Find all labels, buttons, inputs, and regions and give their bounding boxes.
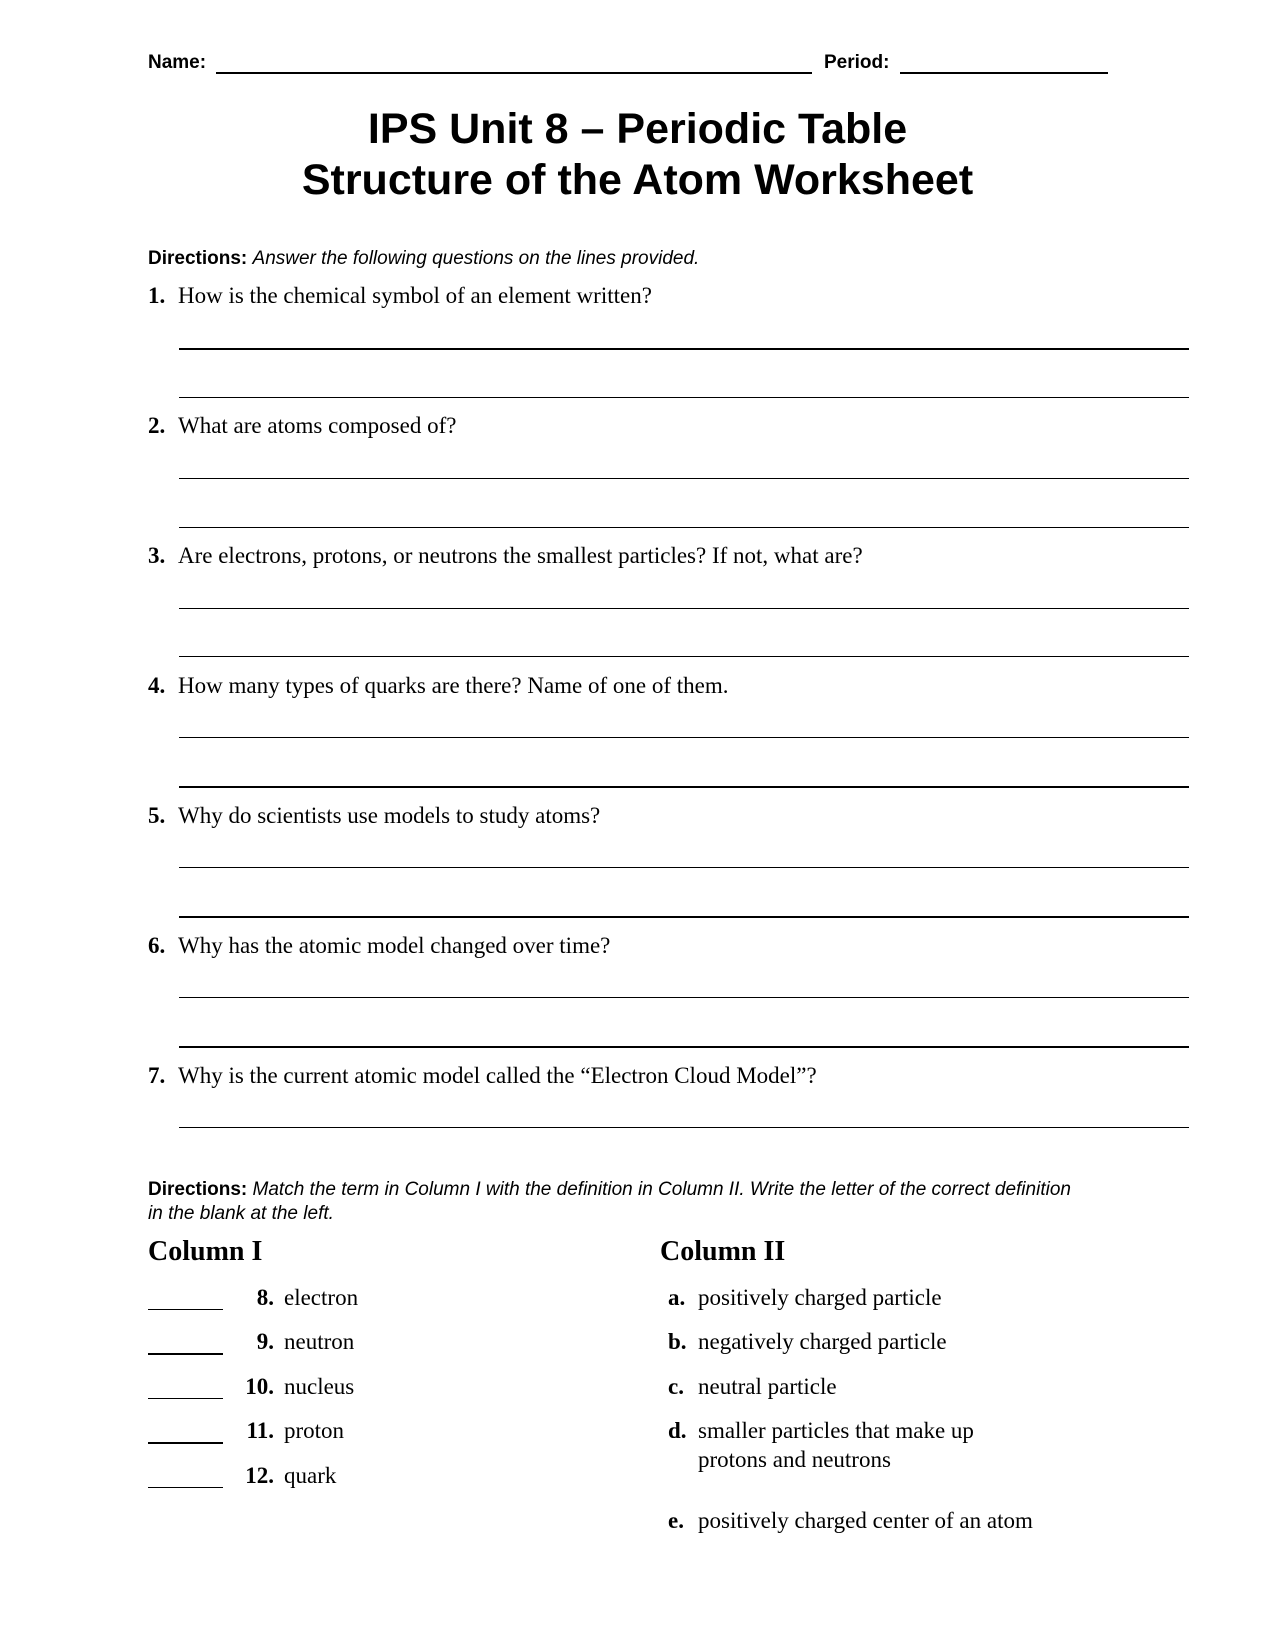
term-electron: electron	[284, 1285, 359, 1310]
directions-text: in the blank at the left.	[148, 1203, 334, 1224]
directions-label: Directions:	[148, 1179, 248, 1200]
question-5	[148, 802, 600, 830]
directions-matching-line2	[148, 1202, 334, 1226]
answer-line[interactable]	[179, 348, 1189, 350]
question-7	[148, 1062, 817, 1090]
question-text: Why has the atomic model changed over time?	[178, 933, 611, 958]
answer-line[interactable]	[179, 867, 1189, 868]
term-proton: proton	[284, 1418, 345, 1443]
question-1	[148, 282, 652, 310]
question-number: 6.	[148, 933, 166, 958]
question-number: 2.	[148, 413, 166, 438]
question-2	[148, 412, 456, 440]
directions-open-response	[148, 247, 699, 271]
question-text: Why is the current atomic model called the “Electron Cloud Model”?	[178, 1063, 817, 1088]
directions-matching	[148, 1178, 1168, 1202]
column-1-heading: Column I	[148, 1236, 263, 1267]
answer-line[interactable]	[179, 656, 1189, 657]
answer-line[interactable]	[179, 1046, 1189, 1048]
question-text: Why do scientists use models to study atoms?	[178, 803, 601, 828]
answer-line[interactable]	[179, 478, 1189, 479]
definition-text: neutral particle	[698, 1374, 837, 1399]
term-number: 12.	[245, 1463, 274, 1488]
answer-line[interactable]	[179, 916, 1189, 918]
answer-line[interactable]	[179, 1127, 1189, 1128]
definition-letter: a.	[668, 1285, 686, 1310]
answer-line[interactable]	[179, 527, 1189, 528]
directions-label: Directions:	[148, 248, 248, 269]
question-number: 7.	[148, 1063, 166, 1088]
term-nucleus: nucleus	[284, 1374, 355, 1399]
question-number: 3.	[148, 543, 166, 568]
definition-text-continued: protons and neutrons	[698, 1447, 891, 1472]
definition-text: negatively charged particle	[698, 1329, 947, 1354]
directions-text: Match the term in Column I with the definition in Column II. Write the letter of the correct definition	[252, 1179, 1071, 1200]
directions-text: Answer the following questions on the lines provided.	[252, 248, 700, 269]
definition-text: positively charged center of an atom	[698, 1508, 1033, 1533]
definition-letter: d.	[668, 1418, 687, 1443]
column-2-heading: Column II	[660, 1236, 786, 1267]
page-title: IPS Unit 8 – Periodic Table	[367, 105, 908, 153]
term-neutron: neutron	[284, 1329, 355, 1354]
definition-letter: b.	[668, 1329, 687, 1354]
term-number: 9.	[256, 1329, 274, 1354]
question-number: 1.	[148, 283, 166, 308]
answer-line[interactable]	[179, 997, 1189, 998]
term-number: 11.	[246, 1418, 274, 1443]
definition-letter: c.	[668, 1374, 684, 1399]
question-number: 4.	[148, 673, 166, 698]
question-number: 5.	[148, 803, 166, 828]
question-3	[148, 542, 863, 570]
question-text: What are atoms composed of?	[178, 413, 457, 438]
question-4	[148, 672, 729, 700]
term-number: 10.	[245, 1374, 274, 1399]
question-text: How is the chemical symbol of an element written?	[178, 283, 652, 308]
page-subtitle: Structure of the Atom Worksheet	[301, 156, 974, 204]
question-6	[148, 932, 610, 960]
answer-line[interactable]	[179, 786, 1189, 788]
term-number: 8.	[256, 1285, 274, 1310]
name-label: Name:	[148, 52, 207, 73]
answer-line[interactable]	[179, 737, 1189, 738]
definition-letter: e.	[668, 1508, 684, 1533]
question-text: Are electrons, protons, or neutrons the smallest particles? If not, what are?	[178, 543, 863, 568]
term-quark: quark	[284, 1463, 337, 1488]
answer-line[interactable]	[179, 397, 1189, 398]
period-label: Period:	[824, 52, 890, 73]
answer-line[interactable]	[179, 608, 1189, 609]
definition-text: smaller particles that make up	[698, 1418, 974, 1443]
name-field[interactable]	[216, 72, 812, 74]
definition-text: positively charged particle	[698, 1285, 942, 1310]
question-text: How many types of quarks are there? Name of one of them.	[178, 673, 729, 698]
period-field[interactable]	[900, 72, 1108, 74]
